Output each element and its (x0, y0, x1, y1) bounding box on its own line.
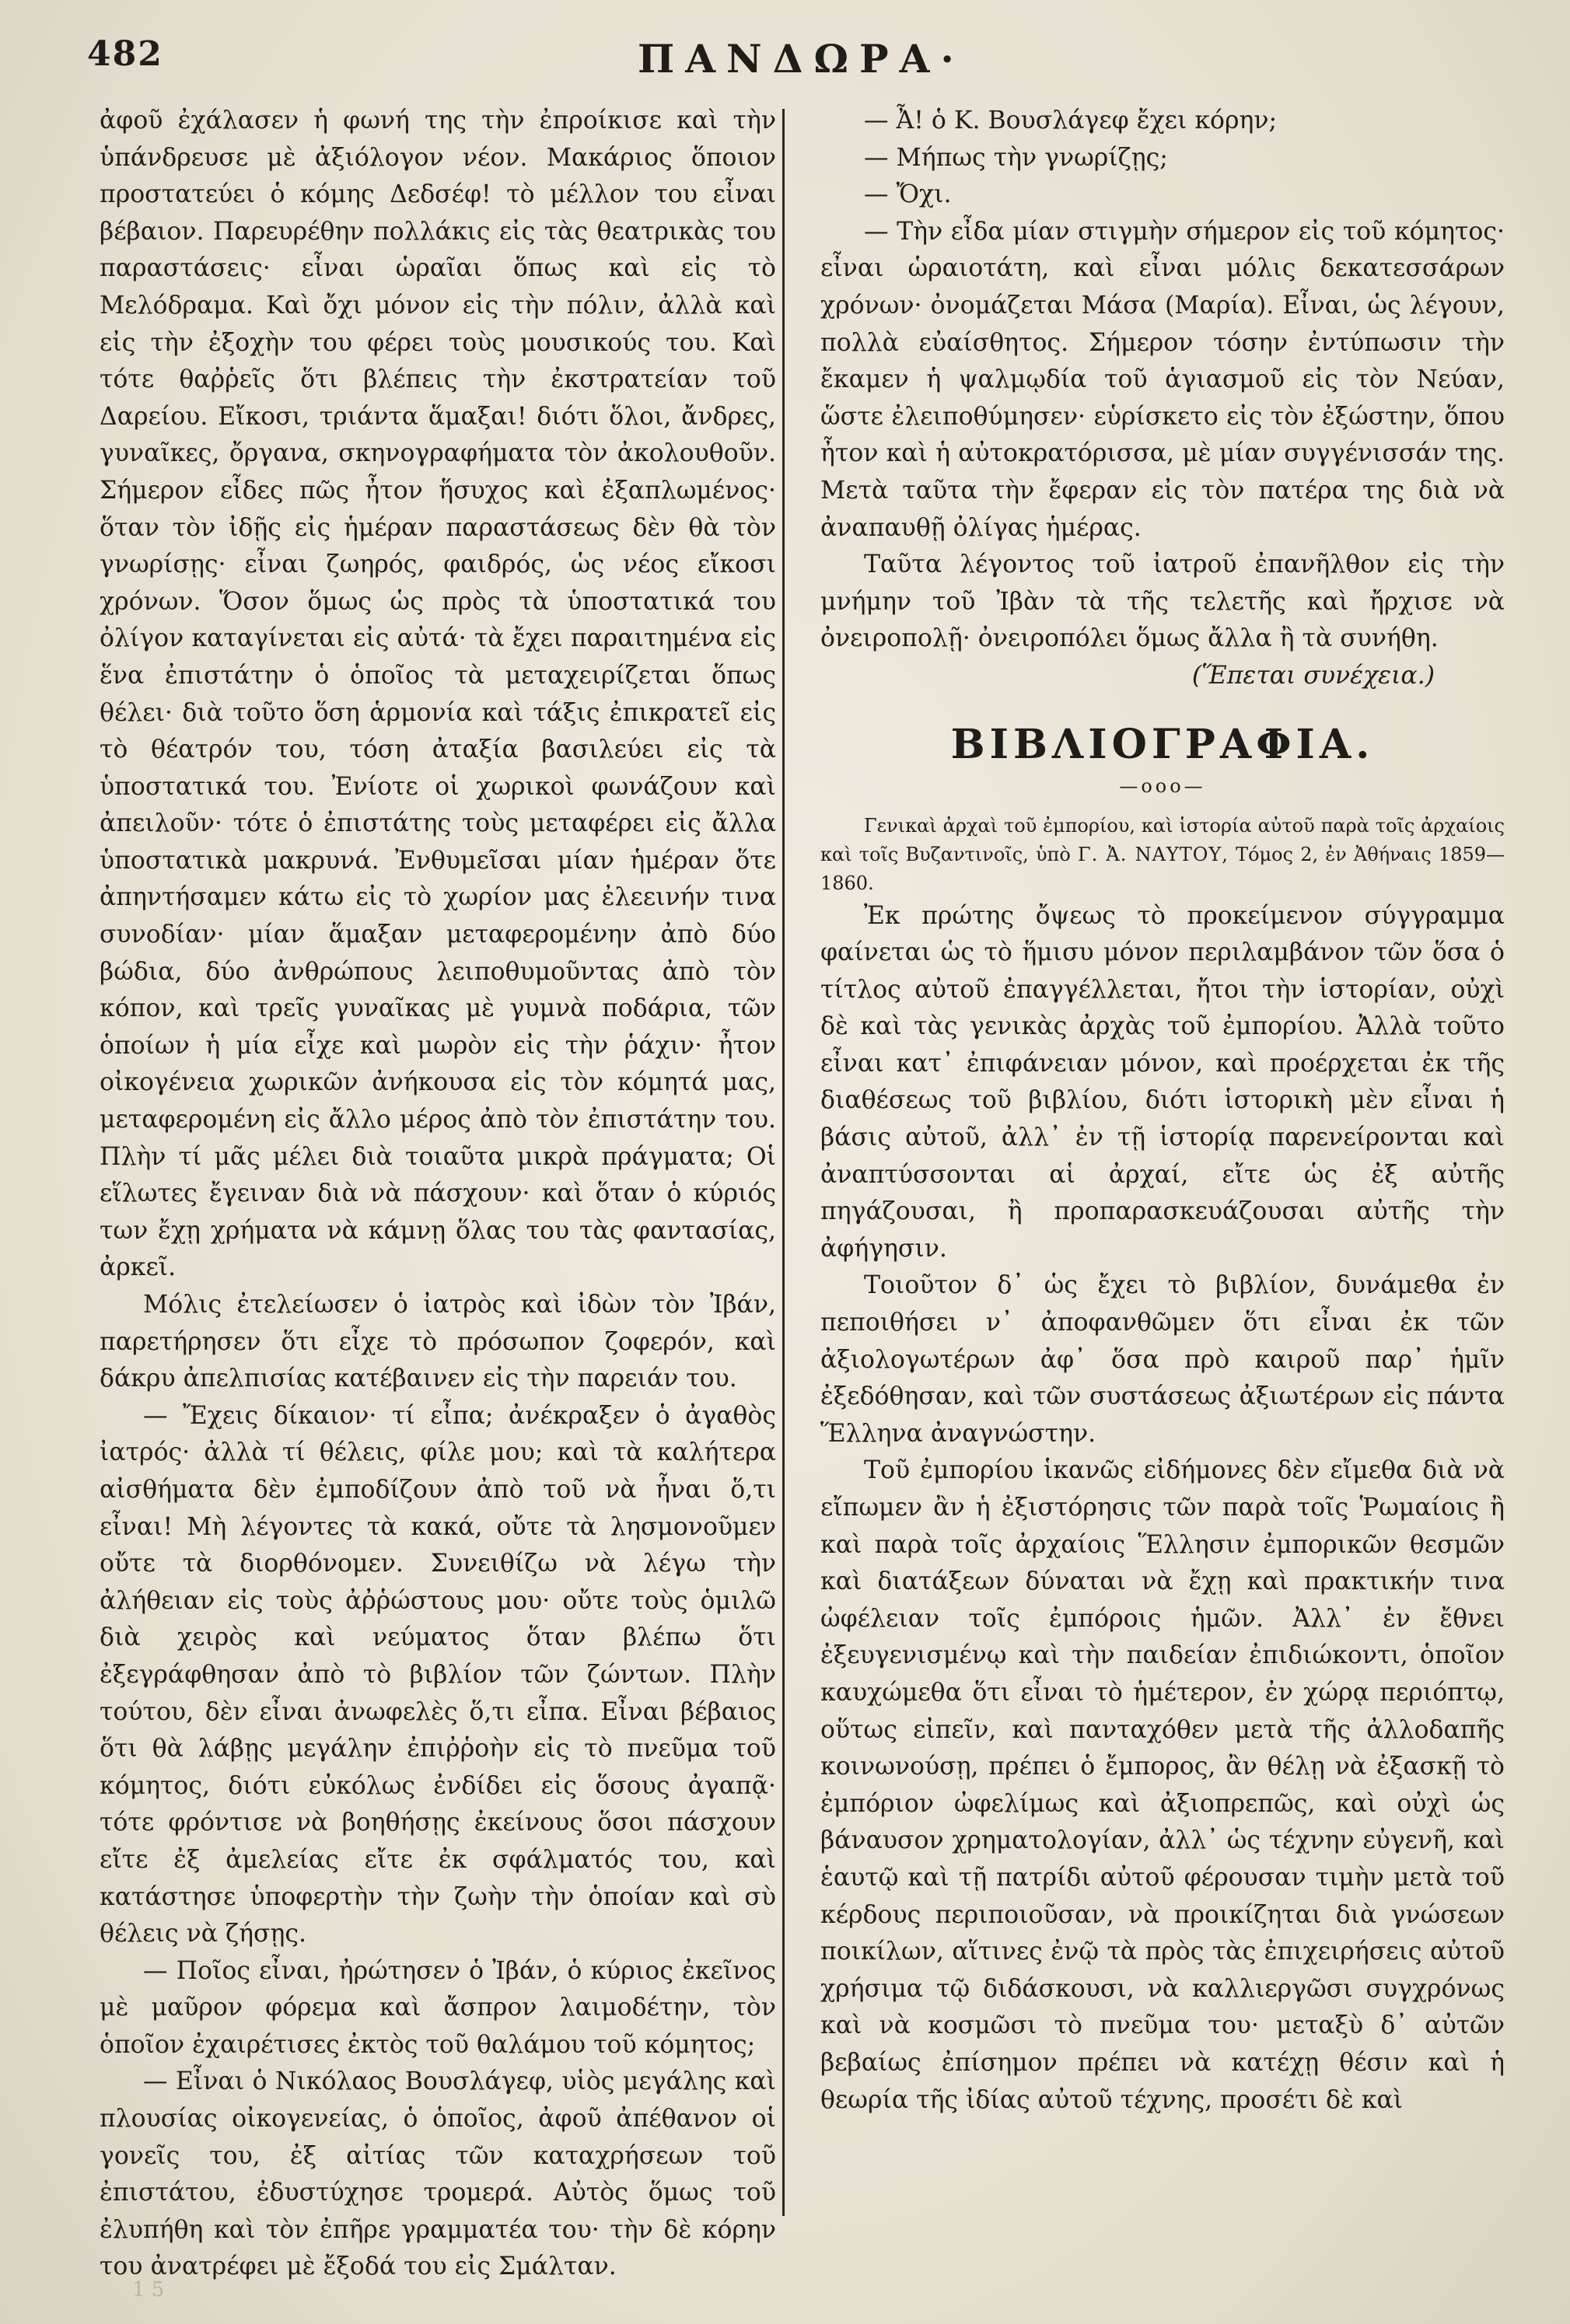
left-paragraph-3: — Ἔχεις δίκαιον· τί εἶπα; ἀνέκραξεν ὁ ἀγαθὸς ἰατρός· ἀλλὰ τί θέλεις, φίλε μου; καὶ τὰ καλήτερα αἰσθήματα δὲν ἐμποδίζουν ἀπὸ τοῦ νὰ ἦναι ὅ,τι εἶναι! Μὴ λέγοντες τὰ κακά, οὔτε τὰ λησμονοῦμεν οὔτε τὰ διορθόνομεν. Συνειθίζω νὰ λέγω τὴν ἀλήθειαν εἰς τοὺς ἀῤῥώστους μου· οὔτε τοὺς ὁμιλῶ διὰ χειρὸς καὶ νεύματος ὅταν βλέπω ὅτι ἐξεγράφθησαν ἀπὸ τὸ βιβλίον τῶν ζώντων. Πλὴν τούτου, δὲν εἶναι ἀνωφελὲς ὅ,τι εἶπα. Εἶναι βέβαιος ὅτι θὰ λάβῃς μεγάλην ἐπιῤῥοὴν εἰς τὸ πνεῦμα τοῦ κόμητος, διότι εὐκόλως ἐνδίδει εἰς ὅσους ἀγαπᾷ· τότε φρόντισε νὰ βοηθήσῃς ἐκείνους ὅσοι πάσχουν εἴτε ἐξ ἀμελείας εἴτε ἐκ σφάλματός του, καὶ κατάστησε ὑποφερτὴν τὴν ζωὴν τὴν ὁποίαν καὶ σὺ θέλεις νὰ ζήσῃς. (100, 1401, 776, 1948)
right-column (820, 103, 1505, 2119)
continued-note: (Ἕπεται συνέχεια.) (1191, 661, 1435, 690)
left-column (100, 103, 776, 2286)
bibliography-title: Γενικαὶ ἀρχαὶ τοῦ ἐμπορίου, καὶ ἱστορία αὐτοῦ παρὰ τοῖς ἀρχαίοις καὶ τοῖς Βυζαντινοῖς, ὑπὸ (820, 814, 1505, 865)
review-paragraph-1: Ἐκ πρώτης ὄψεως τὸ προκείμενον σύγγραμμα φαίνεται ὡς τὸ ἥμισυ μόνον περιλαμβάνον τῶν ὅσα ὁ τίτλος αὐτοῦ ἐπαγγέλλεται, ἤτοι τὴν ἱστορίαν, οὐχὶ δὲ καὶ τὰς γενικὰς ἀρχὰς τοῦ ἐμπορίου. Ἀλλὰ τοῦτο εἶναι κατ᾽ ἐπιφάνειαν μόνον, καὶ προέρχεται ἐκ τῆς διαθέσεως τοῦ βιβλίου, διότι ἱστορικὴ μὲν εἶναι ἡ βάσις αὐτοῦ, ἀλλ᾽ ἐν τῇ ἱστορίᾳ παρενείρονται καὶ ἀναπτύσσονται αἱ ἀρχαί, εἴτε ὡς ἐξ αὐτῆς πηγάζουσαι, ἢ προπαρασκευάζουσαι αὐτῆς τὴν ἀφήγησιν. (820, 901, 1505, 1263)
left-paragraph-4: — Ποῖος εἶναι, ἠρώτησεν ὁ Ἰβάν, ὁ κύριος ἐκεῖνος μὲ μαῦρον φόρεμα καὶ ἄσπρον λαιμοδέτην, τὸν ὁποῖον ἐχαιρέτισες ἐκτὸς τοῦ θαλάμου τοῦ κόμητος; (100, 1956, 776, 2059)
dialogue-line-2: — Μήπως τὴν γνωρίζῃς; (864, 143, 1168, 172)
bibliography-entry (820, 812, 1505, 898)
dialogue-line-1: — Ἆ! ὁ Κ. Βουσλάγεφ ἔχει κόρην; (864, 107, 1278, 135)
review-paragraph-3: Τοῦ ἐμπορίου ἱκανῶς εἰδήμονες δὲν εἴμεθα διὰ νὰ εἴπωμεν ἂν ἡ ἐξιστόρησις τῶν παρὰ τοῖς Ῥωμαίοις ἢ καὶ παρὰ τοῖς ἀρχαίοις Ἕλλησιν ἐμπορικῶν θεσμῶν καὶ διατάξεων δύναται νὰ ἔχῃ καὶ πρακτικήν τινα ὠφέλειαν τοῖς ἐμπόροις ἡμῶν. Ἀλλ᾽ ἐν ἔθνει ἐξευγενισμένῳ καὶ τὴν παιδείαν ἐπιδιώκοντι, ὁποῖον καυχώμεθα ὅτι εἶναι τὸ ἡμέτερον, ἐν χώρᾳ περιόπτῳ, οὕτως εἰπεῖν, καὶ πανταχόθεν μετὰ τῆς ἀλλοδαπῆς κοινωνούσῃ, πρέπει ὁ ἔμπορος, ἂν θέλῃ νὰ ἐξασκῇ τὸ ἐμπόριον ὠφελίμως καὶ ἀξιοπρεπῶς, καὶ οὐχὶ ὡς βάναυσον χρηματολογίαν, ἀλλ᾽ ὡς τέχνην εὐγενῆ, καὶ ἑαυτῷ καὶ τῇ πατρίδι αὐτοῦ φέρουσαν τιμὴν μετὰ τοῦ κέρδους περιποιοῦσαν, νὰ προικίζηται διὰ γνώσεων ποικίλων, αἵτινες ἐνῷ τὰ πρὸς τὰς ἐπιχειρήσεις αὐτοῦ χρήσιμα τῷ διδάσκουσι, νὰ καλλιεργῶσι συγχρόνως καὶ νὰ κοσμῶσι τὸ πνεῦμα του· μεταξὺ δ᾽ αὐτῶν βεβαίως ἐπίσημον πρέπει νὰ κατέχῃ θέσιν καὶ ἡ θεωρία τῆς ἰδίας αὐτοῦ τέχνης, προσέτι δὲ καὶ (820, 1456, 1505, 2114)
left-paragraph-5: — Εἶναι ὁ Νικόλαος Βουσλάγεφ, υἱὸς μεγάλης καὶ πλουσίας οἰκογενείας, ὁ ὁποῖος, ἀφοῦ ἀπέθανον οἱ γονεῖς του, ἐξ αἰτίας τῶν καταχρήσεων τοῦ ἐπιστάτου, ἐδυστύχησε τρομερά. Αὐτὸς ὅμως τοῦ ἐλυπήθη καὶ τὸν ἐπῆρε γραμματέα του· τὴν δὲ κόρην του ἀνατρέφει μὲ ἔξοδά του εἰς Σμάλταν. (100, 2067, 776, 2281)
review-paragraph-2: Τοιοῦτον δ᾽ ὡς ἔχει τὸ βιβλίον, δυνάμεθα ἐν πεποιθήσει ν᾽ ἀποφανθῶμεν ὅτι εἶναι ἐκ τῶν ἀξιολογωτέρων ἀφ᾽ ὅσα πρὸ καιροῦ παρ᾽ ἡμῖν ἐξεδόθησαν, καὶ τῶν συστάσεως ἀξιωτέρων εἰς πάντα Ἕλληνα ἀναγνώστην. (820, 1271, 1505, 1448)
bibliography-details: Τόμος 2, ἐν Ἀθήναις 1859—1860. (820, 843, 1505, 894)
right-paragraph-2: Ταῦτα λέγοντος τοῦ ἰατροῦ ἐπανῆλθον εἰς τὴν μνήμην τοῦ Ἰβὰν τὰ τῆς τελετῆς καὶ ἤρχισε νὰ ὀνειροπολῇ· ὀνειροπόλει ὅμως ἄλλα ἢ τὰ συνήθη. (820, 550, 1505, 653)
bibliography-author: Γ. Ἀ. ΝΑΥΤΟΥ, (1077, 843, 1229, 865)
running-title: ΠΑΝΔΩΡΑ· (638, 36, 965, 82)
section-title-bibliography: ΒΙΒΛΙΟΓΡΑΦΙΑ. (950, 720, 1375, 768)
footer-mark: 1 5 (132, 2278, 165, 2301)
section-separator: —οοο— (1119, 774, 1206, 797)
left-paragraph-2: Μόλις ἐτελείωσεν ὁ ἰατρὸς καὶ ἰδὼν τὸν Ἰβάν, παρετήρησεν ὅτι εἶχε τὸ πρόσωπον ζοφερόν, καὶ δάκρυ ἀπελπισίας κατέβαινεν εἰς τὴν παρειάν του. (100, 1291, 776, 1393)
right-paragraph-1: — Τὴν εἶδα μίαν στιγμὴν σήμερον εἰς τοῦ κόμητος· εἶναι ὡραιοτάτη, καὶ εἶναι μόλις δεκατεσσάρων χρόνων· ὀνομάζεται Μάσα (Μαρία). Εἶναι, ὡς λέγουν, πολλὰ εὐαίσθητος. Σήμερον τόσην ἐντύπωσιν τὴν ἔκαμεν ἡ ψαλμῳδία τοῦ ἁγιασμοῦ εἰς τὸν Νεύαν, ὥστε ἐλειποθύμησεν· εὑρίσκετο εἰς τὸν ἐξώστην, ὅπου ἦτον καὶ ἡ αὐτοκρατόρισσα, μὲ μίαν συγγένισσάν της. Μετὰ ταῦτα τὴν ἔφεραν εἰς τὸν πατέρα της διὰ νὰ ἀναπαυθῇ ὀλίγας ἡμέρας. (820, 217, 1505, 542)
page-number: 482 (87, 34, 163, 74)
left-paragraph-1: ἀφοῦ ἐχάλασεν ἡ φωνή της τὴν ἐπροίκισε καὶ τὴν ὑπάνδρευσε μὲ ἀξιόλογον νέον. Μακάριος ὅποιον προστατεύει ὁ κόμης Δεδσέφ! τὸ μέλλον του εἶναι βέβαιον. Παρευρέθην πολλάκις εἰς τὰς θεατρικὰς του παραστάσεις· εἶναι ὡραῖαι ὅπως καὶ εἰς τὸ Μελόδραμα. Καὶ ὄχι μόνον εἰς τὴν πόλιν, ἀλλὰ καὶ εἰς τὴν ἐξοχὴν του φέρει τοὺς μουσικούς του. Καὶ τότε θαῤῥεῖς ὅτι βλέπεις τὴν ἐκστρατείαν τοῦ Δαρείου. Εἴκοσι, τριάντα ἅμαξαι! διότι ὅλοι, ἄνδρες, γυναῖκες, ὄργανα, σκηνογραφήματα τὸν ἀκολουθοῦν. Σήμερον εἶδες πῶς ἦτον ἥσυχος καὶ ἐξαπλωμένος· ὅταν τὸν ἰδῇς εἰς ἡμέραν παραστάσεως δὲν θὰ τὸν γνωρίσῃς· εἶναι ζωηρός, φαιδρός, ὡς νέος εἴκοσι χρόνων. Ὅσον ὅμως ὡς πρὸς τὰ ὑποστατικά του ὀλίγον καταγίνεται εἰς αὐτά· τὰ ἔχει παραιτημένα εἰς ἕνα ἐπιστάτην ὁ ὁποῖος τὰ μεταχειρίζεται ὅπως θέλει· διὰ τοῦτο ὅση ἁρμονία καὶ τάξις ἐπικρατεῖ εἰς τὸ θέατρόν του, τόση ἀταξία βασιλεύει εἰς τὰ ὑποστατικά του. Ἐνίοτε οἱ χωρικοὶ φωνάζουν καὶ ἀπειλοῦν· τότε ὁ ἐπιστάτης τοὺς μεταφέρει εἰς ἄλλα ὑποστατικὰ μακρυνά. Ἐνθυμεῖσαι μίαν ἡμέραν ὅτε ἀπηντήσαμεν κάτω εἰς τὸ χωρίον μας ἐλεεινήν τινα συνοδίαν· μίαν ἅμαξαν μεταφερομένην ἀπὸ δύο βώδια, δύο ἀνθρώπους λειποθυμοῦντας ἀπὸ τὸν κόπον, καὶ τρεῖς γυναῖκας μὲ γυμνὰ ποδάρια, τῶν ὁποίων ἡ μία εἶχε καὶ μωρὸν εἰς τὴν ῥάχιν· ἦτον οἰκογένεια χωρικῶν ἀνήκουσα εἰς τὸν κόμητά μας, μεταφερομένη εἰς ἄλλο μέρος ἀπὸ τὸν ἐπιστάτην του. Πλὴν τί μᾶς μέλει διὰ τοιαῦτα μικρὰ πράγματα; Οἱ εἵλωτες ἔγειναν διὰ νὰ πάσχουν· καὶ ὅταν ὁ κύριός των ἔχῃ χρήματα νὰ κάμνῃ ὅλας του τὰς φαντασίας, ἀρκεῖ. (100, 107, 776, 1282)
column-divider (782, 109, 785, 2216)
dialogue-line-3: — Ὄχι. (864, 180, 952, 209)
